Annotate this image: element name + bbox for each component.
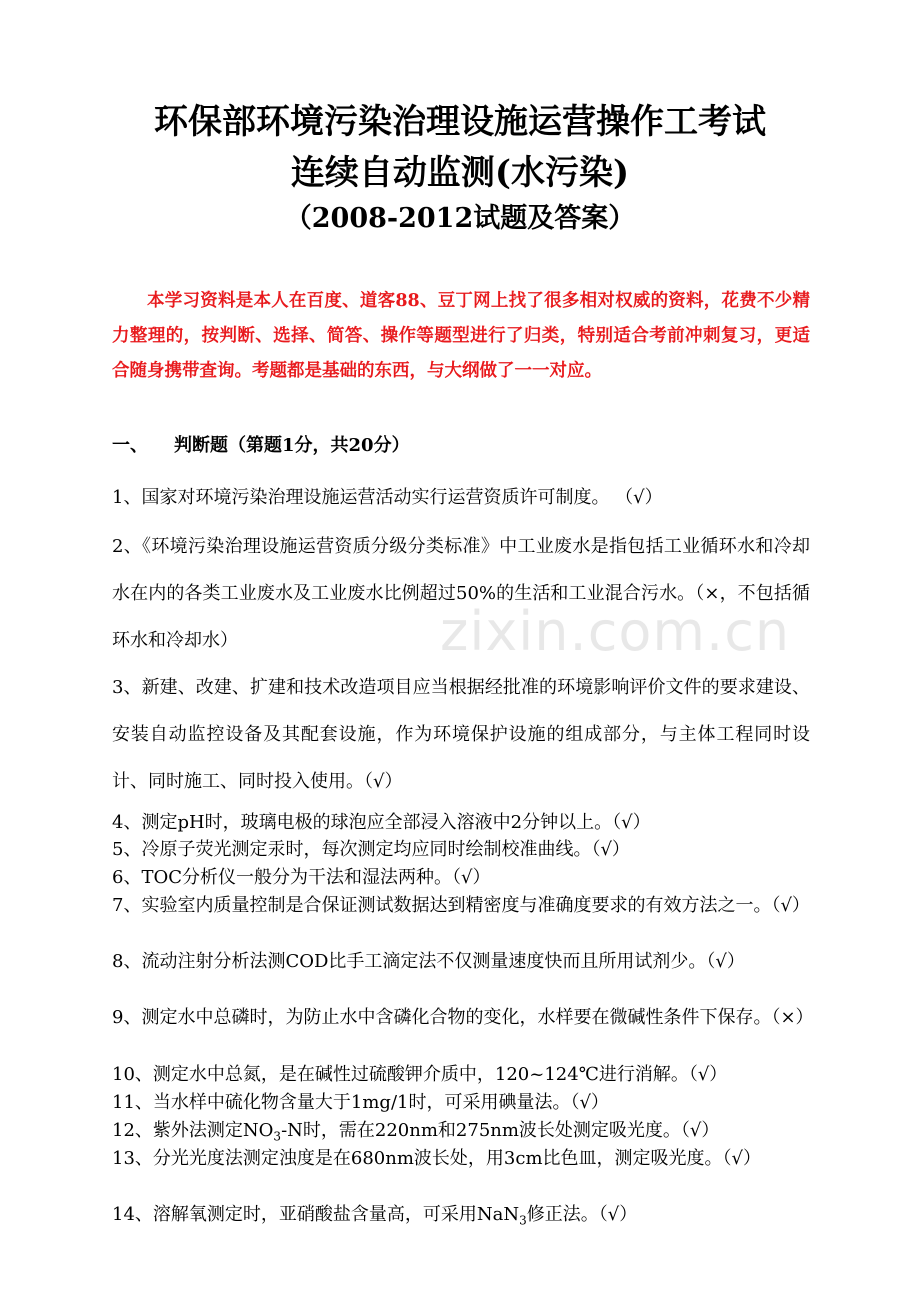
question-14: [112, 1201, 810, 1229]
question-6: 6、TOC分析仪一般分为干法和湿法两种。（√）: [112, 867, 491, 888]
question-12-text: 12、紫外法测定NO: [112, 1120, 274, 1141]
question-14-text: 14、溶解氧测定时，亚硝酸盐含量高，可采用NaN: [112, 1204, 520, 1225]
title-line-2: 连续自动监测(水污染): [290, 153, 630, 193]
question-11: 11、当水样中硫化物含量大于1mg/1时，可采用碘量法。（√）: [112, 1092, 609, 1113]
question-12: [112, 1117, 810, 1145]
section-number: 一、: [112, 435, 148, 456]
intro-paragraph: 本学习资料是本人在百度、道客88、豆丁网上找了很多相对权威的资料，花费不少精力整理的，按判断、选择、简答、操作等题型进行了归类，特别适合考前冲刺复习，更适合随身携带查询。考题都是基础的东西，与大纲做了一一对应。: [112, 291, 810, 381]
watermark: zixin.com.cn: [440, 600, 791, 663]
title-line-1: 环保部环境污染治理设施运营操作工考试: [154, 102, 766, 142]
section-heading: [112, 432, 410, 460]
question-3: 3、新建、改建、扩建和技术改造项目应当根据经批准的环境影响评价文件的要求建设、安装自动监控设备及其配套设施，作为环境保护设施的组成部分，与主体工程同时设计、同时施工、同时投入使用。（√）: [112, 677, 810, 792]
question-1: 1、国家对环境污染治理设施运营活动实行运营资质许可制度。 （√）: [112, 487, 663, 508]
question-8: 8、流动注射分析法测COD比手工滴定法不仅测量速度快而且所用试剂少。（√）: [112, 951, 745, 972]
title-line-3: （2008-2012试题及答案）: [284, 203, 636, 234]
question-9: 9、测定水中总磷时，为防止水中含磷化合物的变化，水样要在微碱性条件下保存。（×）: [112, 1007, 814, 1028]
question-13: 13、分光光度法测定浊度是在680nm波长处，用3cm比色皿，测定吸光度。（√）: [112, 1148, 761, 1169]
question-14-text-end: 修正法。（√）: [526, 1204, 638, 1225]
question-14-subscript: 3: [519, 1213, 527, 1228]
question-4: 4、测定pH时，玻璃电极的球泡应全部浸入溶液中2分钟以上。（√）: [112, 812, 651, 833]
question-2: 2、《环境污染治理设施运营资质分级分类标准》中工业废水是指包括工业循环水和冷却水在内的各类工业废水及工业废水比例超过50%的生活和工业混合污水。（×，不包括循环水和冷却水）: [112, 536, 810, 651]
question-10: 10、测定水中总氮，是在碱性过硫酸钾介质中，120~124℃进行消解。（√）: [112, 1064, 728, 1085]
question-12-subscript: 3: [273, 1129, 282, 1144]
question-5: 5、冷原子荧光测定汞时，每次测定均应同时绘制校准曲线。（√）: [112, 839, 630, 860]
section-title: 判断题（第题1分，共20分）: [174, 435, 410, 456]
question-12-text-end: -N时，需在220nm和275nm波长处测定吸光度。（√）: [281, 1120, 720, 1141]
question-7: 7、实验室内质量控制是合保证测试数据达到精密度与准确度要求的有效方法之一。（√）: [112, 895, 810, 916]
